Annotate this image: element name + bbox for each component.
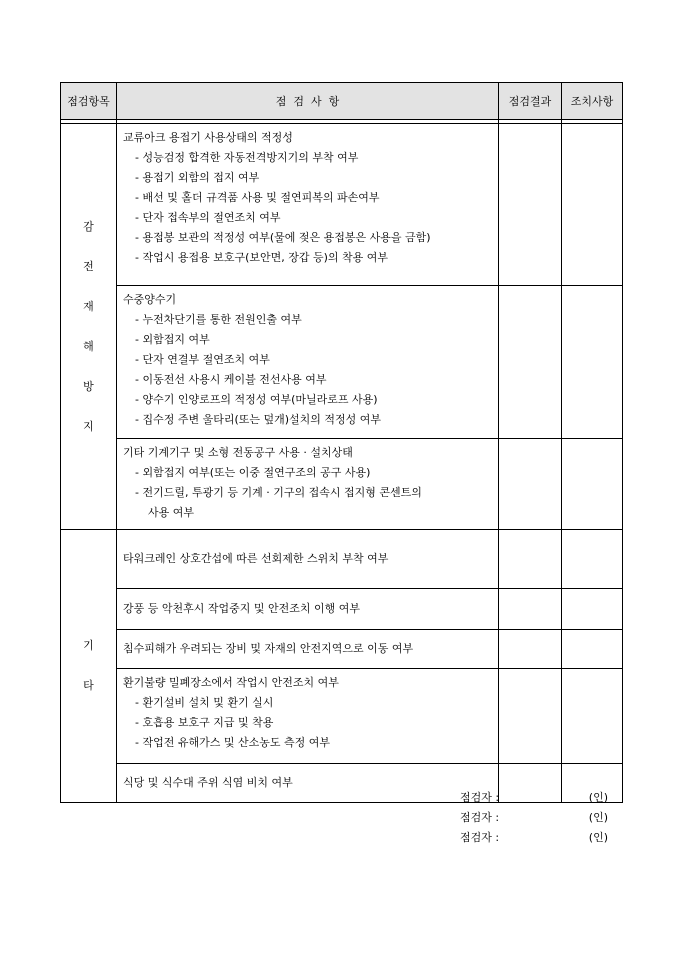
check-item-salt: [117, 764, 499, 803]
check-subitem: - 누전차단기를 통한 전원인출 여부: [135, 313, 302, 326]
check-subitem: - 외함접지 여부: [135, 333, 210, 346]
section-row: [61, 286, 623, 439]
check-item-title: 수중양수기: [123, 293, 177, 306]
category-cell-other: [61, 530, 117, 803]
action-cell[interactable]: [562, 630, 623, 669]
action-cell[interactable]: [562, 669, 623, 764]
result-cell[interactable]: [499, 286, 562, 439]
category-char: 기: [83, 639, 94, 652]
check-subitem: - 호흡용 보호구 지급 및 착용: [135, 716, 274, 729]
check-item-pump: [117, 286, 499, 439]
check-item-confined-space: [117, 669, 499, 764]
check-item-bad-weather: [117, 589, 499, 630]
category-char: 재: [83, 299, 94, 313]
section-row: [61, 530, 623, 589]
inspector-seal[interactable]: (인): [588, 811, 608, 824]
section-row: [61, 589, 623, 630]
inspector-label: 점검자 :: [460, 811, 500, 824]
check-item-title: 강풍 등 악천후시 작업중지 및 안전조치 이행 여부: [123, 602, 360, 615]
inspector-row: [460, 808, 608, 828]
inspector-label: 점검자 :: [460, 791, 500, 804]
check-subitem: - 용접기 외함의 접지 여부: [135, 171, 260, 184]
check-item-title: 환기불량 밀폐장소에서 작업시 안전조치 여부: [123, 676, 339, 689]
result-cell[interactable]: [499, 439, 562, 530]
category-char: 방: [83, 379, 94, 393]
check-item-title: 기타 기계기구 및 소형 전동공구 사용 · 설치상태: [123, 446, 353, 459]
category-char: 해: [83, 339, 94, 353]
check-item-title: 식당 및 식수대 주위 식염 비치 여부: [123, 776, 293, 789]
header-items: 점 검 사 항: [117, 83, 499, 120]
header-result: 점검결과: [499, 83, 562, 120]
section-row: [61, 439, 623, 530]
inspector-seal[interactable]: (인): [588, 831, 608, 844]
check-subitem: - 양수기 인양로프의 적정성 여부(마닐라로프 사용): [135, 393, 378, 406]
check-item-title: 타워크레인 상호간섭에 따른 선회제한 스위치 부착 여부: [123, 552, 389, 565]
check-subitem: - 작업시 용접용 보호구(보안면, 장갑 등)의 착용 여부: [135, 251, 389, 264]
inspector-label: 점검자 :: [460, 831, 500, 844]
action-cell[interactable]: [562, 439, 623, 530]
check-item-flood: [117, 630, 499, 669]
check-subitem: - 배선 및 홀더 규격품 사용 및 절연피복의 파손여부: [135, 191, 380, 204]
category-char: 타: [83, 679, 94, 692]
check-subitem: - 집수정 주변 울타리(또는 덮개)설치의 적정성 여부: [135, 413, 382, 426]
header-category: 점검항목: [61, 83, 117, 120]
inspector-row: [460, 788, 608, 808]
check-subitem: - 이동전선 사용시 케이블 전선사용 여부: [135, 373, 327, 386]
check-subitem: - 용접봉 보관의 적정성 여부(물에 젖은 용접봉은 사용을 금함): [135, 231, 431, 244]
action-cell[interactable]: [562, 530, 623, 589]
result-cell[interactable]: [499, 589, 562, 630]
result-cell[interactable]: [499, 530, 562, 589]
check-item-title: 침수피해가 우려되는 장비 및 자재의 안전지역으로 이동 여부: [123, 642, 414, 655]
check-subitem: - 단자 연결부 절연조치 여부: [135, 353, 270, 366]
check-item-welding: [117, 124, 499, 286]
check-subitem: - 단자 접속부의 절연조치 여부: [135, 211, 281, 224]
category-char: 전: [83, 259, 94, 273]
header-row: [61, 83, 623, 120]
header-action: 조치사항: [562, 83, 623, 120]
check-item-tower-crane: [117, 530, 499, 589]
result-cell[interactable]: [499, 630, 562, 669]
section-row: [61, 630, 623, 669]
check-item-title: 교류아크 용접기 사용상태의 적정성: [123, 131, 293, 144]
check-subitem: - 작업전 유해가스 및 산소농도 측정 여부: [135, 736, 330, 749]
check-subitem-continuation: 사용 여부: [148, 506, 195, 519]
check-item-power-tools: [117, 439, 499, 530]
action-cell[interactable]: [562, 124, 623, 286]
check-subitem: - 외함접지 여부(또는 이중 절연구조의 공구 사용): [135, 466, 371, 479]
category-char: 지: [83, 419, 94, 433]
category-char: 감: [83, 219, 94, 233]
category-cell-shock-prevention: [61, 124, 117, 530]
action-cell[interactable]: [562, 589, 623, 630]
result-cell[interactable]: [499, 669, 562, 764]
check-subitem: - 전기드릴, 투광기 등 기계 · 기구의 접속시 접지형 콘센트의: [135, 486, 422, 499]
inspector-row: [460, 828, 608, 848]
action-cell[interactable]: [562, 286, 623, 439]
section-row: [61, 669, 623, 764]
check-subitem: - 성능검정 합격한 자동전격방지기의 부착 여부: [135, 151, 359, 164]
inspection-checklist-table: [60, 82, 623, 803]
inspector-signatures: [460, 788, 608, 848]
section-row: [61, 124, 623, 286]
check-subitem: - 환기설비 설치 및 환기 실시: [135, 696, 274, 709]
result-cell[interactable]: [499, 124, 562, 286]
inspector-seal[interactable]: (인): [588, 791, 608, 804]
